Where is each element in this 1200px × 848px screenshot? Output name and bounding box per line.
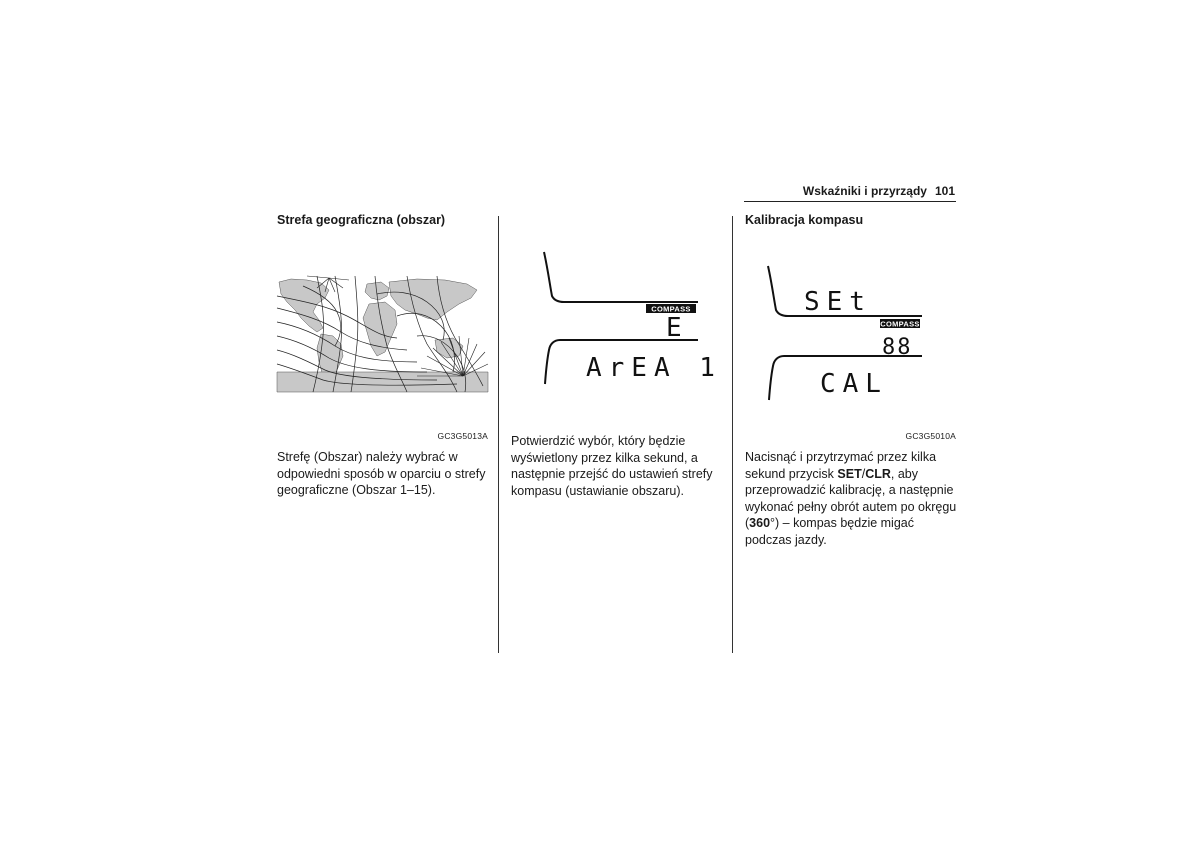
direction-readout: E — [666, 313, 689, 343]
segment-digits: 88 — [882, 335, 913, 360]
set-button-label: SET — [837, 466, 862, 481]
area-display-figure — [538, 246, 722, 390]
clr-button-label: CLR — [865, 466, 891, 481]
header-rule — [744, 201, 956, 202]
zone-paragraph: Strefę (Obszar) należy wybrać w odpowiedni sposób w oparciu o strefy geograficzne (Obszar 1–15). — [277, 450, 486, 498]
column-divider-2 — [732, 216, 733, 653]
calibration-display-figure — [762, 260, 924, 404]
cal-readout: CAL — [820, 369, 888, 399]
zone-heading: Strefa geograficzna (obszar) — [277, 213, 446, 227]
page-number: 101 — [934, 184, 955, 198]
section-title: Wskaźniki i przyrządy — [802, 184, 927, 198]
calibration-text-mid: , aby przeprowadzić kalibrację, a następnie wykonać pełny obrót autem po okręgu ( — [745, 466, 957, 531]
degrees-value: 360 — [749, 516, 771, 531]
confirm-paragraph: Potwierdzić wybór, który będzie wyświetlony przez kilka sekund, a następnie przejść do ustawień strefy kompasu (ustawianie obszaru). — [511, 434, 713, 498]
compass-calibration-display — [762, 260, 924, 404]
calibration-text-intro: Nacisnąć i przytrzymać przez kilka sekund przycisk — [745, 450, 937, 481]
set-readout: SEt — [804, 287, 872, 317]
compass-area-display — [538, 246, 722, 390]
calibration-text-end: ) – kompas będzie migać podczas jazdy. — [745, 516, 914, 547]
calibration-paragraph — [745, 449, 957, 549]
calibration-heading: Kalibracja kompasu — [745, 213, 864, 227]
degree-sign: ° — [770, 516, 776, 531]
slash-text: / — [861, 466, 866, 481]
figure-code-2: GC3G5010A — [905, 431, 956, 441]
world-map-illustration — [277, 276, 488, 392]
area-readout: ArEA 1 — [586, 353, 722, 383]
column-divider-1 — [498, 216, 499, 653]
compass-badge-label: COMPASS — [880, 319, 920, 329]
compass-badge-label: COMPASS — [651, 304, 691, 314]
running-header — [770, 184, 955, 198]
world-magnetic-map-figure — [277, 276, 488, 392]
figure-code-1: GC3G5013A — [437, 431, 488, 441]
